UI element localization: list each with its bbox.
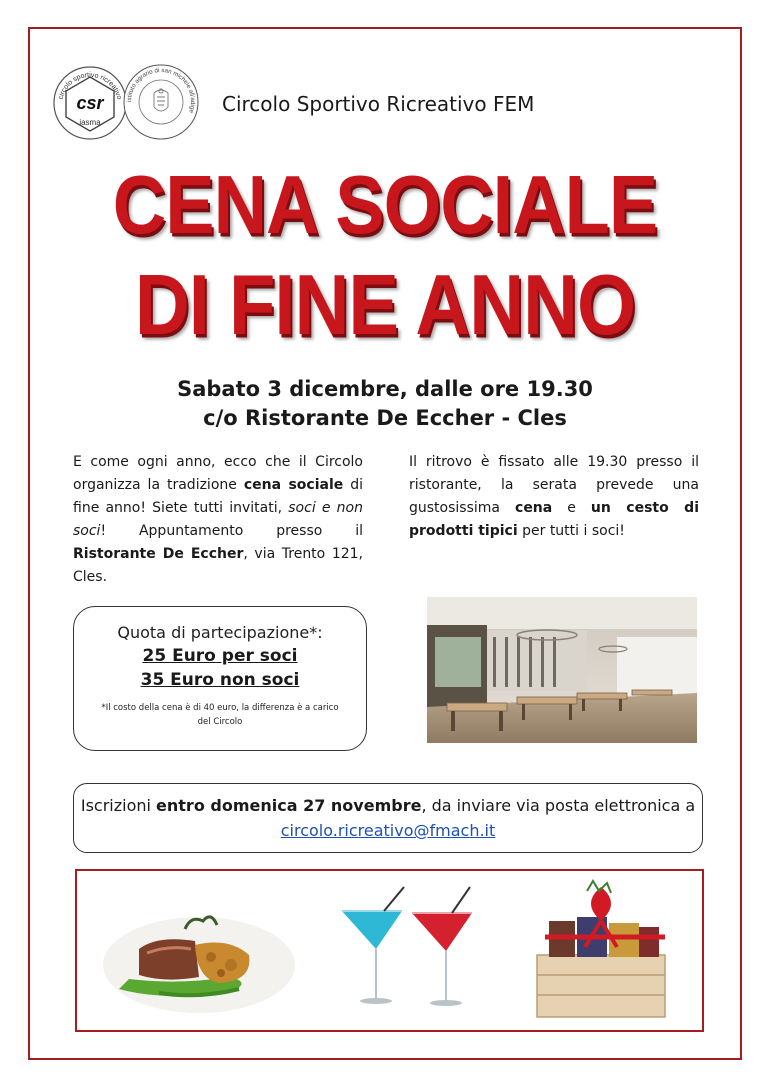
price-box — [73, 606, 367, 751]
photo-strip — [75, 869, 704, 1032]
logo-group — [52, 63, 200, 143]
intro-paragraph: E come ogni anno, ecco che il Circolo organizza la tradizione cena sociale di fine anno! Siete tutti invitati, soci e non soci! Appuntamento presso il Ristorante De Eccher, via Trento 121, Cles. — [73, 454, 364, 585]
registration-email-link[interactable]: circolo.ricreativo@fmach.it — [280, 821, 496, 840]
non-member-price: 35 Euro non soci — [140, 670, 300, 690]
csr-logo-arc-text: circolo sportivo ricreativo — [57, 71, 123, 101]
event-date: Sabato 3 dicembre, dalle ore 19.30 — [177, 377, 593, 401]
registration-box — [73, 783, 703, 853]
organization-name: Circolo Sportivo Ricreativo FEM — [222, 92, 535, 116]
price-title: Quota di partecipazione*: — [117, 623, 323, 642]
iasma-seal-logo — [122, 63, 200, 141]
registration-deadline: entro domenica 27 novembre — [156, 796, 422, 815]
csr-logo-sub: iasma — [79, 118, 101, 127]
food-dish-photo — [99, 885, 299, 1019]
event-venue: c/o Ristorante De Eccher - Cles — [203, 406, 567, 430]
gift-basket-photo — [515, 877, 685, 1027]
headline-line-1: CENA SOCIALE — [112, 158, 658, 251]
member-price: 25 Euro per soci — [142, 646, 298, 666]
headline-line-2: DI FINE ANNO — [134, 257, 636, 354]
csr-logo — [52, 65, 128, 141]
registration-prefix: Iscrizioni — [80, 796, 157, 815]
details-paragraph: Il ritrovo è fissato alle 19.30 presso il ristorante, la serata prevede una gustosissima cena e un cesto di prodotti tipici per tutti i soci! — [409, 454, 699, 539]
price-footnote: *Il costo della cena è di 40 euro, la differenza è a carico del Circolo — [101, 703, 339, 727]
iasma-seal-ring-text: istituto agrario di san michele all'adige — [125, 66, 197, 114]
restaurant-interior-photo — [427, 597, 697, 743]
registration-middle: , da inviare via posta elettronica a — [421, 796, 696, 815]
cocktail-glasses-photo — [332, 881, 482, 1026]
csr-logo-mark: csr — [76, 93, 104, 113]
